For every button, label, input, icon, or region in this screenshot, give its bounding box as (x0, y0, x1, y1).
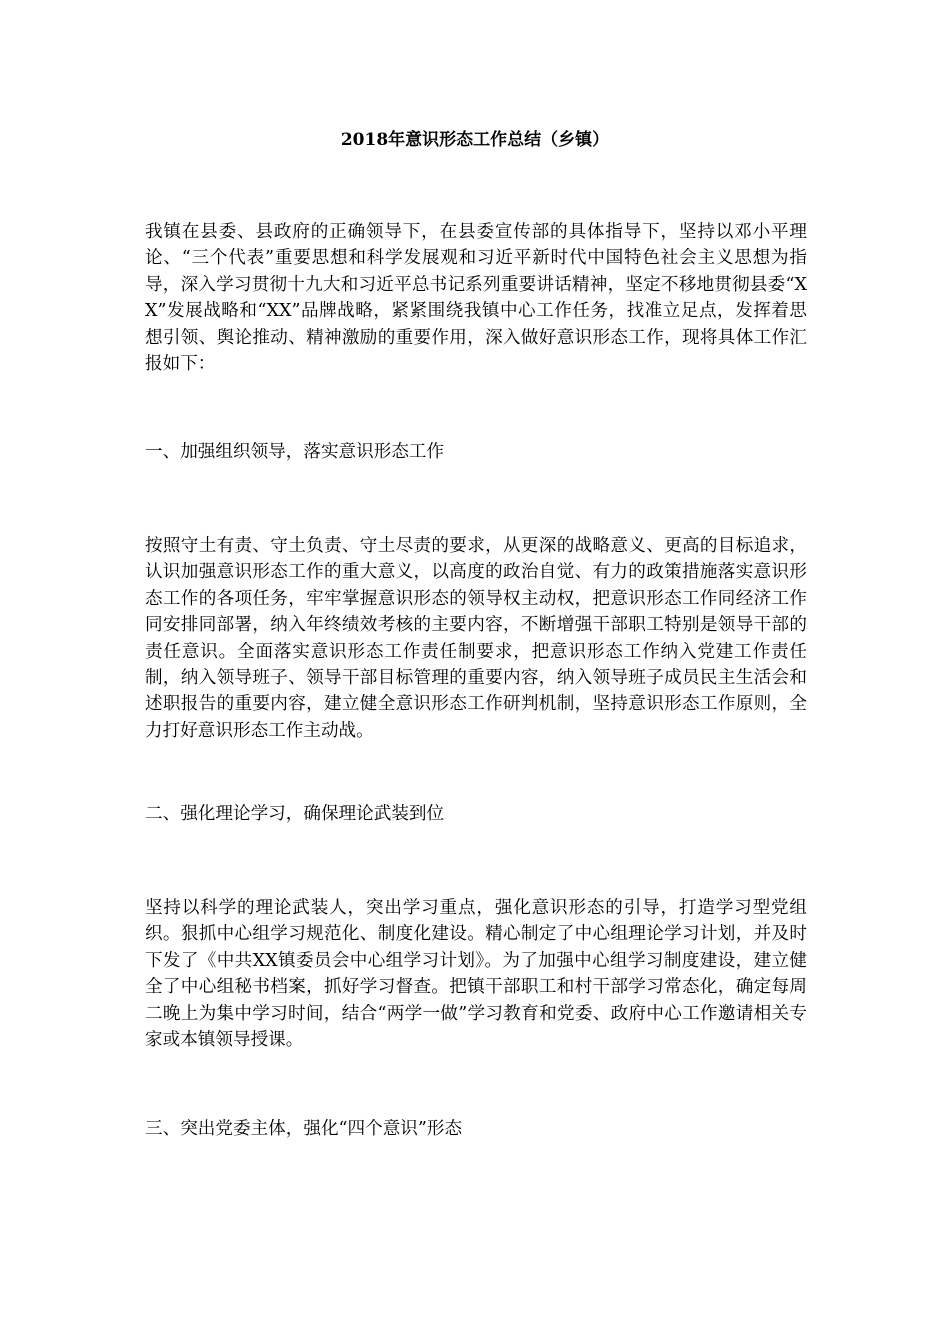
intro-paragraph: 我镇在县委、县政府的正确领导下，在县委宣传部的具体指导下，坚持以邓小平理论、“三个代表”重要思想和科学发展观和习近平新时代中国特色社会主义思想为指导，深入学习贯彻十九大和习近平总书记系列重要讲话精神，坚定不移地贯彻县委“XX”发展战略和“XX”品牌战略，紧紧围绕我镇中心工作任务，找准立足点，发挥着思想引领、舆论推动、精神激励的重要作用，深入做好意识形态工作，现将具体工作汇报如下： (145, 222, 807, 375)
section-heading-3: 三、突出党委主体，强化“四个意识”形态 (145, 1119, 463, 1139)
section-body-1: 按照守土有责、守土负责、守土尽责的要求，从更深的战略意义、更高的目标追求，认识加强意识形态工作的重大意义，以高度的政治自觉、有力的政策措施落实意识形态工作的各项任务，牢牢掌握意识形态的领导权主动权，把意识形态工作同经济工作同安排同部署，纳入年终绩效考核的主要内容，不断增强干部职工特别是领导干部的责任意识。全面落实意识形态工作责任制要求，把意识形态工作纳入党建工作责任制，纳入领导班子、领导干部目标管理的重要内容，纳入领导班子成员民主生活会和述职报告的重要内容，建立健全意识形态工作研判机制，坚持意识形态工作原则，全力打好意识形态工作主动战。 (145, 536, 807, 741)
section-heading-2: 二、强化理论学习，确保理论武装到位 (145, 804, 445, 824)
section-body-2: 坚持以科学的理论武装人，突出学习重点，强化意识形态的引导，打造学习型党组织。狠抓中心组学习规范化、制度化建设。精心制定了中心组理论学习计划，并及时下发了《中共XX镇委员会中心组学习计划》。为了加强中心组学习制度建设，建立健全了中心组秘书档案，抓好学习督查。把镇干部职工和村干部学习常态化，确定每周二晚上为集中学习时间，结合“两学一做”学习教育和党委、政府中心工作邀请相关专家或本镇领导授课。 (145, 898, 807, 1051)
section-heading-1: 一、加强组织领导，落实意识形态工作 (145, 442, 445, 462)
document-title: 2018年意识形态工作总结（乡镇） (340, 130, 610, 150)
